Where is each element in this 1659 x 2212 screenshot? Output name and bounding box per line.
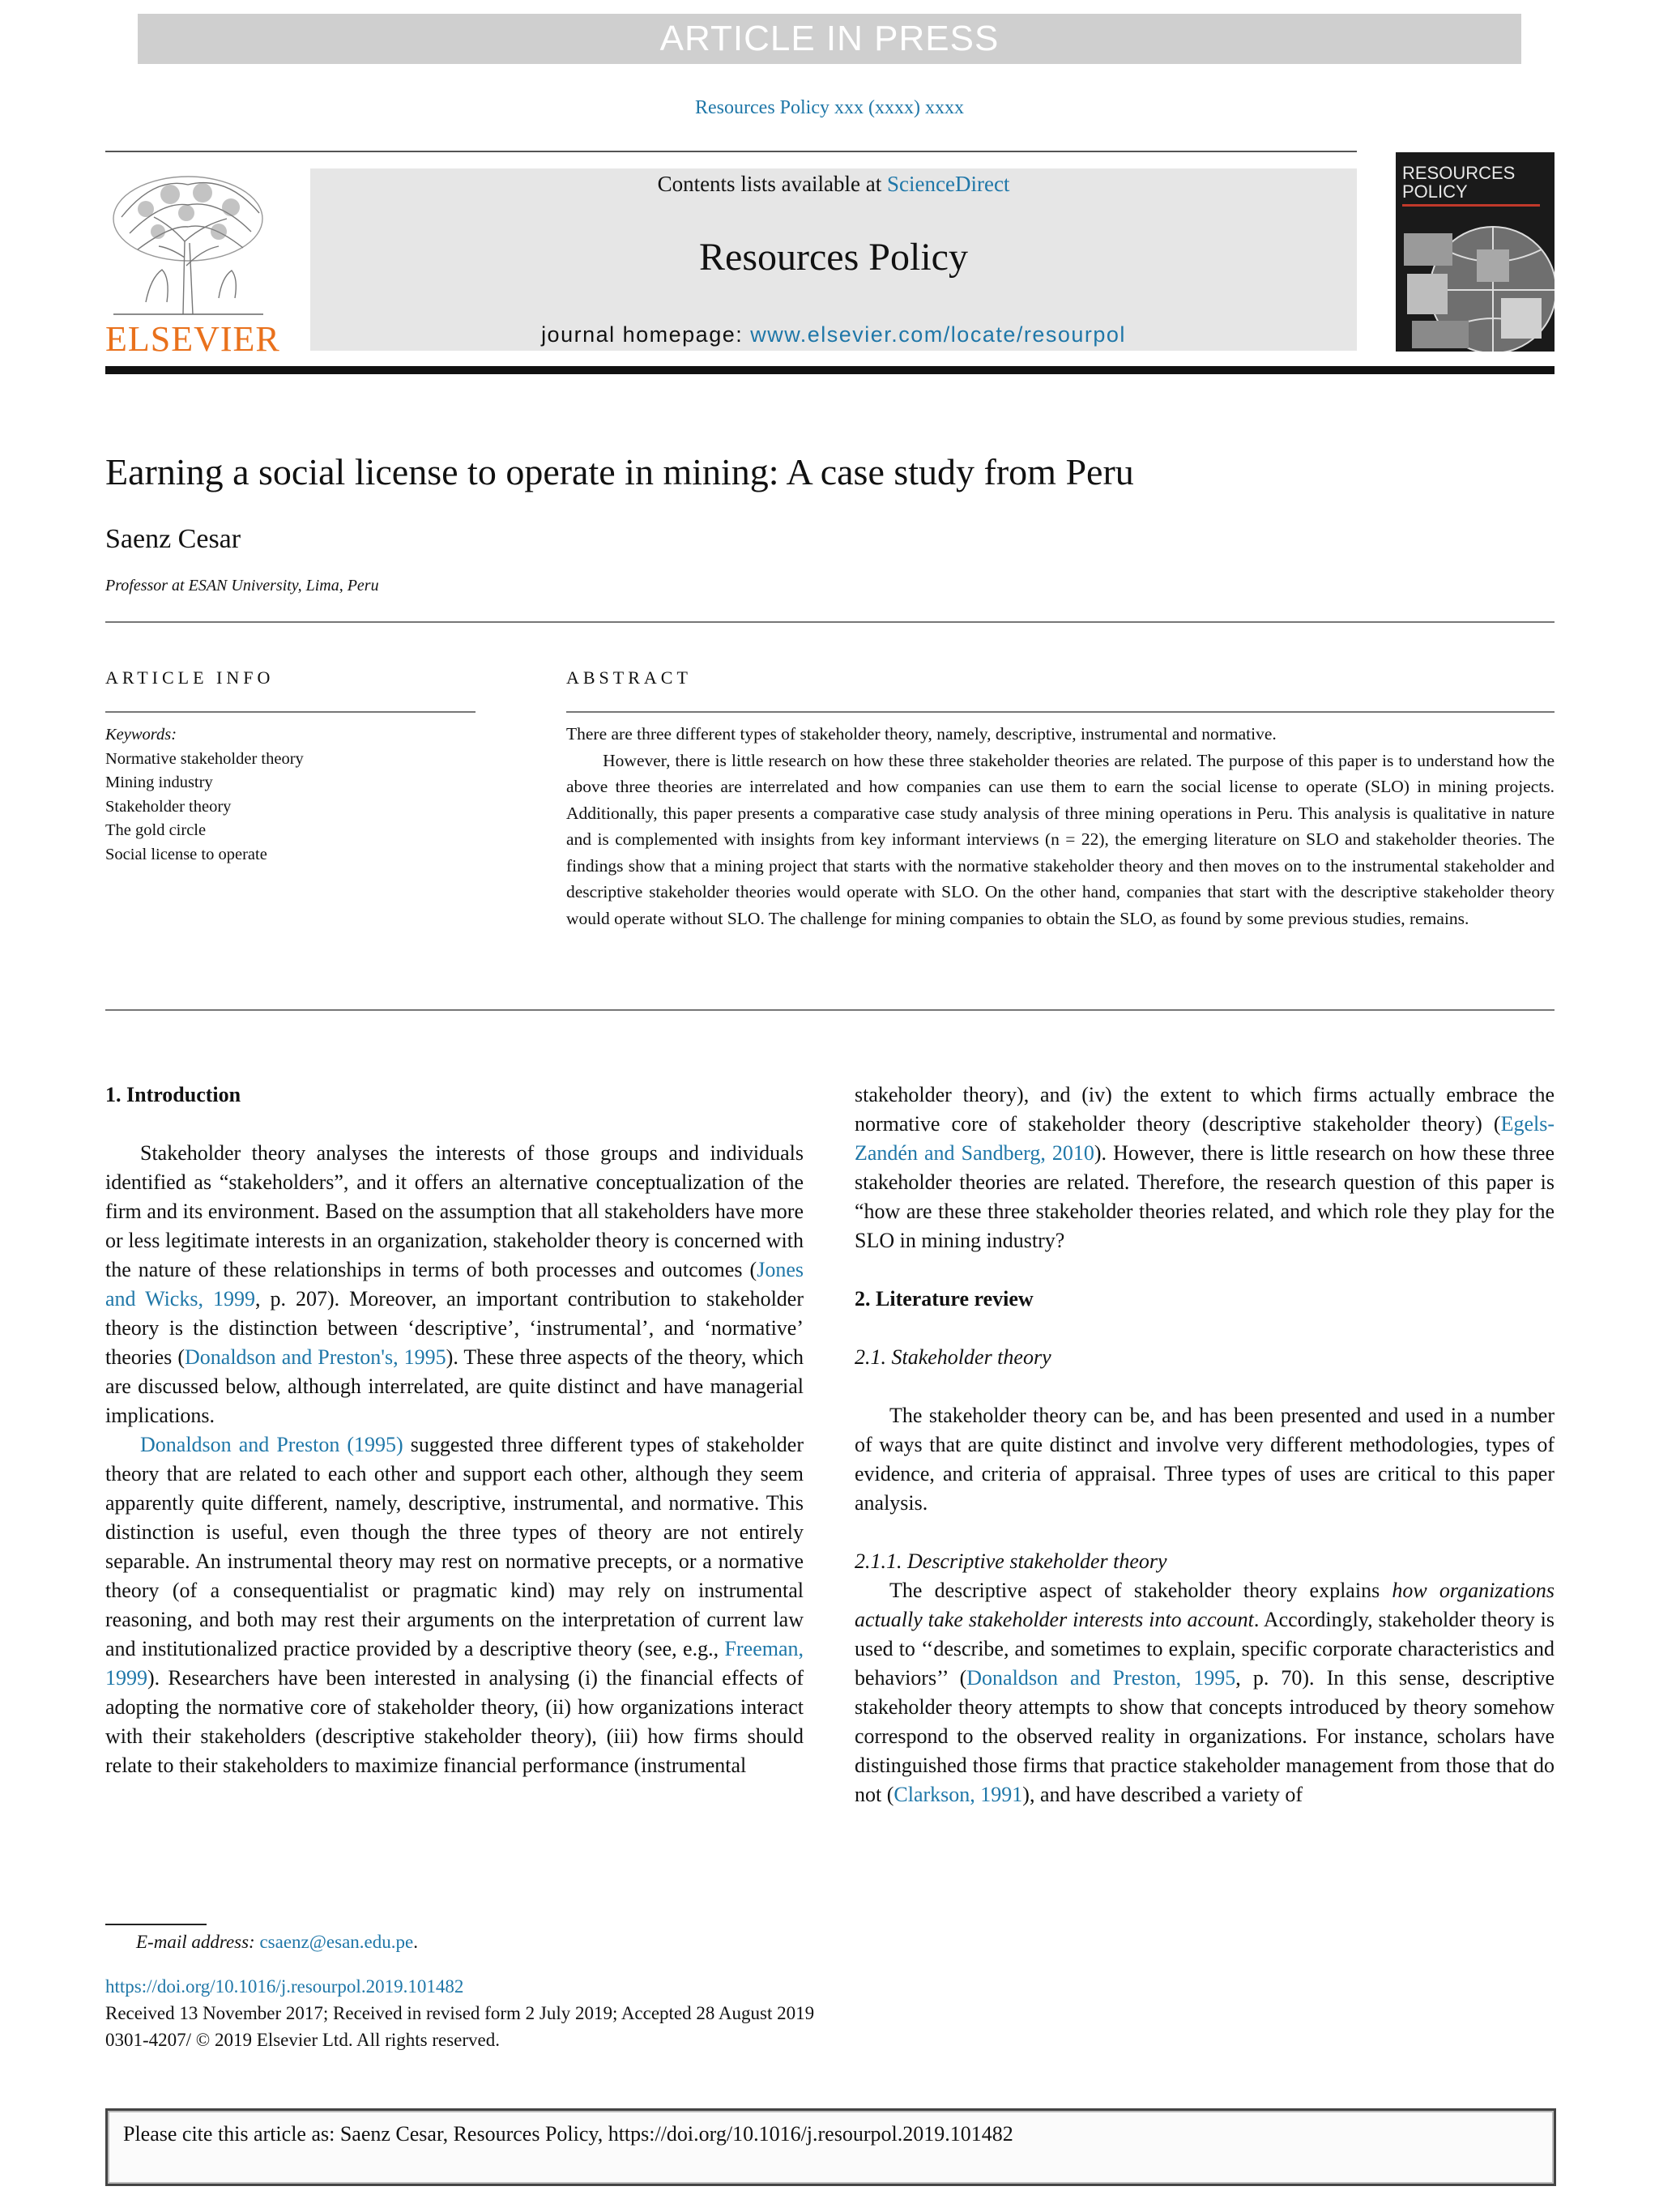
author-affiliation: Professor at ESAN University, Lima, Peru [105,577,379,595]
section-heading-literature-review: 2. Literature review [855,1287,1034,1311]
abstract-heading: ABSTRACT [566,667,692,688]
citation-link[interactable]: Donaldson and Preston's, 1995 [185,1345,446,1369]
abstract-rule [566,711,1555,713]
email-footnote: E-mail address: csaenz@esan.edu.pe. [136,1932,418,1952]
keyword-item: Normative stakeholder theory [105,749,304,768]
left-column [105,1080,804,1780]
footnote-rule [105,1924,207,1925]
header-rule [105,151,1357,152]
keyword-item: Social license to operate [105,845,267,863]
elsevier-tree-icon [105,168,271,318]
citation-link[interactable]: Donaldson and Preston (1995) [140,1433,403,1456]
received-dates: Received 13 November 2017; Received in revised form 2 July 2019; Accepted 28 August 2019 [105,2003,815,2023]
citation-link[interactable]: Freeman, 1999 [105,1637,804,1690]
doi-link[interactable]: https://doi.org/10.1016/j.resourpol.2019.101482 [105,1976,464,1997]
citation-link[interactable]: Jones and Wicks, 1999 [105,1258,804,1311]
globe-collage-icon [1396,217,1555,352]
section-heading-introduction: 1. Introduction [105,1083,241,1106]
header-thick-rule [105,366,1555,374]
body-paragraph: The stakeholder theory can be, and has been presented and used in a number of ways that are quite distinct and involve very different methodologies, types of evidence, and criteria of appraisal. Three types of uses are critical to this paper analysis. [855,1404,1555,1515]
author-name: Saenz Cesar [105,524,241,554]
cover-title: RESOURCES POLICY [1402,163,1516,202]
sciencedirect-link[interactable]: ScienceDirect [887,172,1010,196]
keywords-label: Keywords: [105,726,177,744]
homepage-prefix: journal homepage: [541,322,751,347]
keywords-block [105,723,304,867]
body-paragraph: Stakeholder theory analyses the interests of those groups and individuals identified as “stakeholders”, and it offers an alternative conceptualization of the firm and its environment. Based on the assumption that all stakeholders have more or less legitimate interests in an organization, stakeholder theory is concerned with the nature of these relationships in terms of both processes and outcomes (Jones and Wicks, 1999, p. 207). Moreover, an important contribution to stakeholder theory is the distinction between ‘descriptive’, ‘instrumental’, and ‘normative’ theories (Donaldson and Preston's, 1995). These three aspects of the theory, which are discussed below, although interrelated, are quite distinct and have managerial implications. [105,1141,804,1427]
cite-this-article-text: Please cite this article as: Saenz Cesar, Resources Policy, https://doi.org/10.1016/j.resourpol.2019.101482 [123,2122,1013,2146]
abstract-paragraph: However, there is little research on how these three stakeholder theories are related. The purpose of this paper is to understand how the above three theories are interrelated and how companies can use them to earn the social license to operate (SLO) in mining projects. Additionally, this paper presents a comparative case study analysis of three mining operations in Peru. This analysis is qualitative in nature and is complemented with insights from key informant interviews (n = 22), the emerging literature on SLO and stakeholder theories. The findings show that a mining project that starts with the normative stakeholder theory and then moves on to the instrumental stakeholder and descriptive stakeholder theories would operate with SLO. On the other hand, companies that start with the descriptive stakeholder theory would operate without SLO. The challenge for mining companies to obtain the SLO, as found by some previous studies, remains. [566,750,1555,928]
article-in-press-banner: ARTICLE IN PRESS [138,14,1521,64]
article-info-heading: ARTICLE INFO [105,667,275,688]
citation-link[interactable]: Clarkson, 1991 [893,1783,1023,1806]
title-rule [105,621,1555,623]
body-paragraph: Donaldson and Preston (1995) suggested three different types of stakeholder theory that are related to each other and support each other, although they seem apparently quite different, namely, descriptive, instrumental, and normative. This distinction is useful, even though the three types of theory are not entirely separable. An instrumental theory may rest on normative precepts, or a normative theory (of a consequentialist or pragmatic kind) may rely on instrumental reasoning, and both may rest their arguments on the interpretation of current law and institutionalized practice provided by a descriptive theory (see, e.g., Freeman, 1999). Researchers have been interested in analysing (i) the financial effects of adopting the normative core of stakeholder theory, (ii) how organizations interact with their stakeholders (descriptive stakeholder theory), (iii) how firms should relate to their stakeholders to maximize financial performance (instrumental [105,1433,804,1777]
subsection-heading-stakeholder-theory: 2.1. Stakeholder theory [855,1345,1051,1369]
keyword-item: Mining industry [105,774,213,791]
right-column [855,1080,1555,1809]
email-label: E-mail address: [136,1932,255,1952]
journal-name: Resources Policy [699,236,968,279]
contents-prefix: Contents lists available at [657,172,888,196]
journal-cover-thumbnail[interactable] [1396,152,1555,352]
journal-reference-link[interactable]: Resources Policy xxx (xxxx) xxxx [695,97,964,118]
keyword-item: Stakeholder theory [105,797,232,816]
article-title: Earning a social license to operate in mining: A case study from Peru [105,451,1134,492]
contents-available-line [310,168,1357,197]
copyright-line: 0301-4207/ © 2019 Elsevier Ltd. All rights reserved. [105,2030,500,2050]
elsevier-wordmark: ELSEVIER [105,319,280,359]
journal-homepage-line [310,322,1357,347]
article-info-rule [105,711,476,713]
body-paragraph: The descriptive aspect of stakeholder theory explains how organizations actually take stakeholder interests into account. Accordingly, stakeholder theory is used to ‘‘describe, and sometimes to explain, specific corporate characteristics and behaviors’’ (Donaldson and Preston, 1995, p. 70). In this sense, descriptive stakeholder theory attempts to show that concepts introduced by theory somehow correspond to the observed reality in organizations. For instance, scholars have distinguished those firms that practice stakeholder management from those that do not (Clarkson, 1991), and have described a variety of [855,1579,1555,1806]
abstract-paragraph: There are three different types of stakeholder theory, namely, descriptive, instrumental and normative. [566,724,1277,744]
abstract-body [566,721,1555,931]
journal-homepage-link[interactable]: www.elsevier.com/locate/resourpol [750,322,1126,347]
body-paragraph: stakeholder theory), and (iv) the extent to which firms actually embrace the normative core of stakeholder theory (descriptive stakeholder theory) (Egels-Zandén and Sandberg, 2010). However, there is little research on how these three stakeholder theories are related. Therefore, the research question of this paper is “how are these three stakeholder theories related, and which role they play for the SLO in mining industry? [855,1083,1555,1252]
abstract-end-rule [105,1009,1555,1011]
cover-accent-line [1402,204,1540,207]
author-email-link[interactable]: csaenz@esan.edu.pe [259,1932,414,1952]
citation-link[interactable]: Donaldson and Preston, 1995 [966,1666,1236,1690]
subsubsection-heading-descriptive: 2.1.1. Descriptive stakeholder theory [855,1549,1167,1573]
citation-link[interactable]: Egels-Zandén and Sandberg, 2010 [855,1112,1555,1165]
cite-this-article-box [105,2108,1556,2186]
keyword-item: The gold circle [105,821,207,839]
